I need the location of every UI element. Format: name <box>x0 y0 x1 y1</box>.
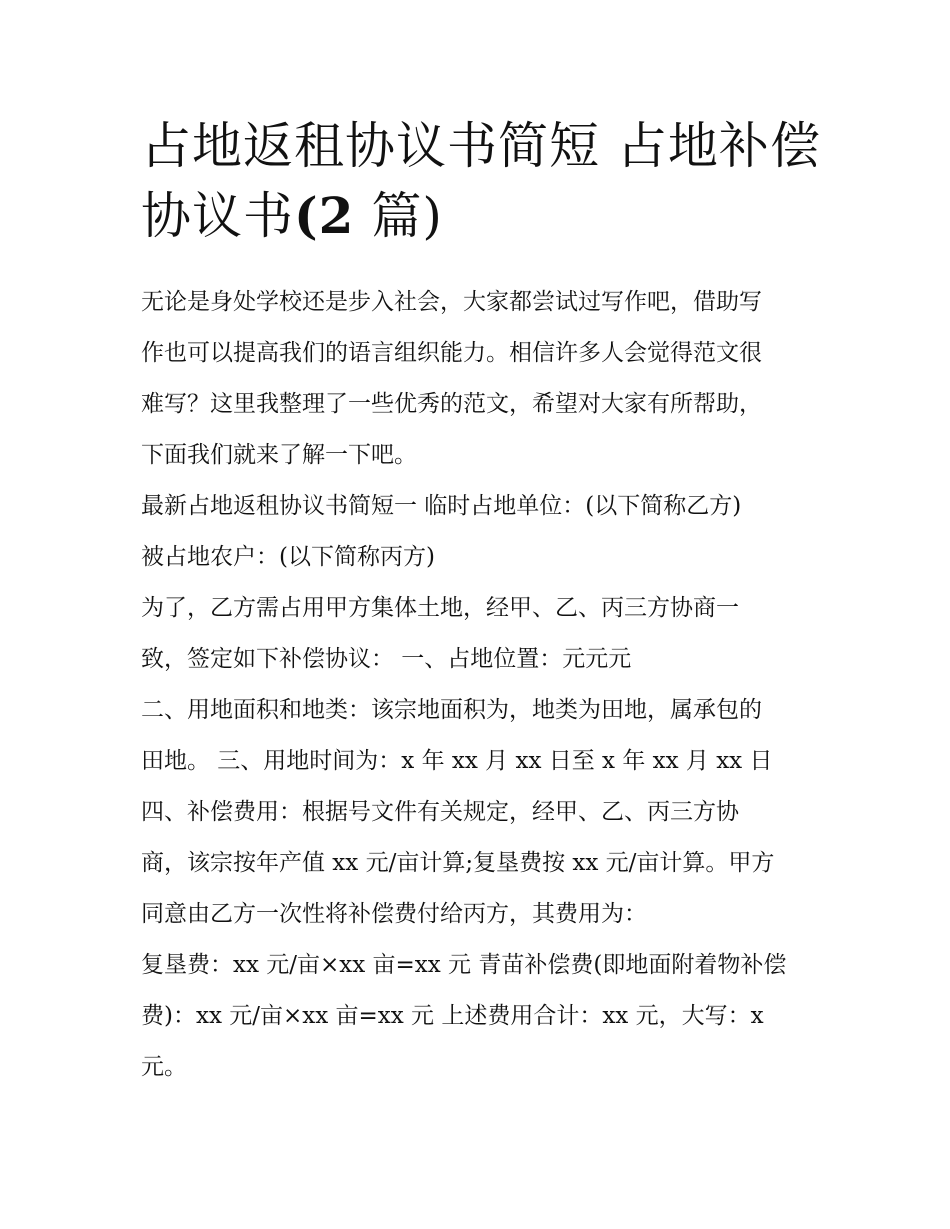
occupied-farmer-paragraph: 被占地农户：(以下简称丙方) <box>141 544 435 570</box>
land-area-paragraph: 二、用地面积和地类：该宗地面积为，地类为田地，属承包的 田地。 三、用地时间为：x 年 xx 月 xx 日至 x 年 xx 月 xx 日 <box>141 697 773 774</box>
document-title <box>141 112 821 251</box>
title-line-2: 协议书(2 篇) <box>141 186 443 245</box>
fee-breakdown-paragraph: 复垦费：xx 元/亩×xx 亩=xx 元 青苗补偿费(即地面附着物补偿 费)：xx 元/亩×xx 亩=xx 元 上述费用合计：xx 元，大写：x 元。 <box>141 952 787 1080</box>
agreement-location-paragraph: 为了，乙方需占用甲方集体土地，经甲、乙、丙三方协商一 致，签定如下补偿协议： 一、占地位置：元元元 <box>141 595 739 672</box>
document-body <box>141 277 821 1093</box>
intro-paragraph: 无论是身处学校还是步入社会，大家都尝试过写作吧，借助写 作也可以提高我们的语言组织能力。相信许多人会觉得范文很 难写？这里我整理了一些优秀的范文，希望对大家有所帮助， 下面我们就来了解一下吧。 <box>141 289 762 468</box>
title-line-1: 占地返租协议书简短 占地补偿 <box>141 117 821 175</box>
compensation-fee-paragraph: 四、补偿费用：根据号文件有关规定，经甲、乙、丙三方协 商，该宗按年产值 xx 元/亩计算;复垦费按 xx 元/亩计算。甲方 同意由乙方一次性将补偿费付给丙方，其费用为： <box>141 799 775 927</box>
document-page <box>141 112 821 1093</box>
occupying-unit-paragraph: 最新占地返租协议书简短一 临时占地单位：(以下简称乙方) <box>141 493 742 519</box>
